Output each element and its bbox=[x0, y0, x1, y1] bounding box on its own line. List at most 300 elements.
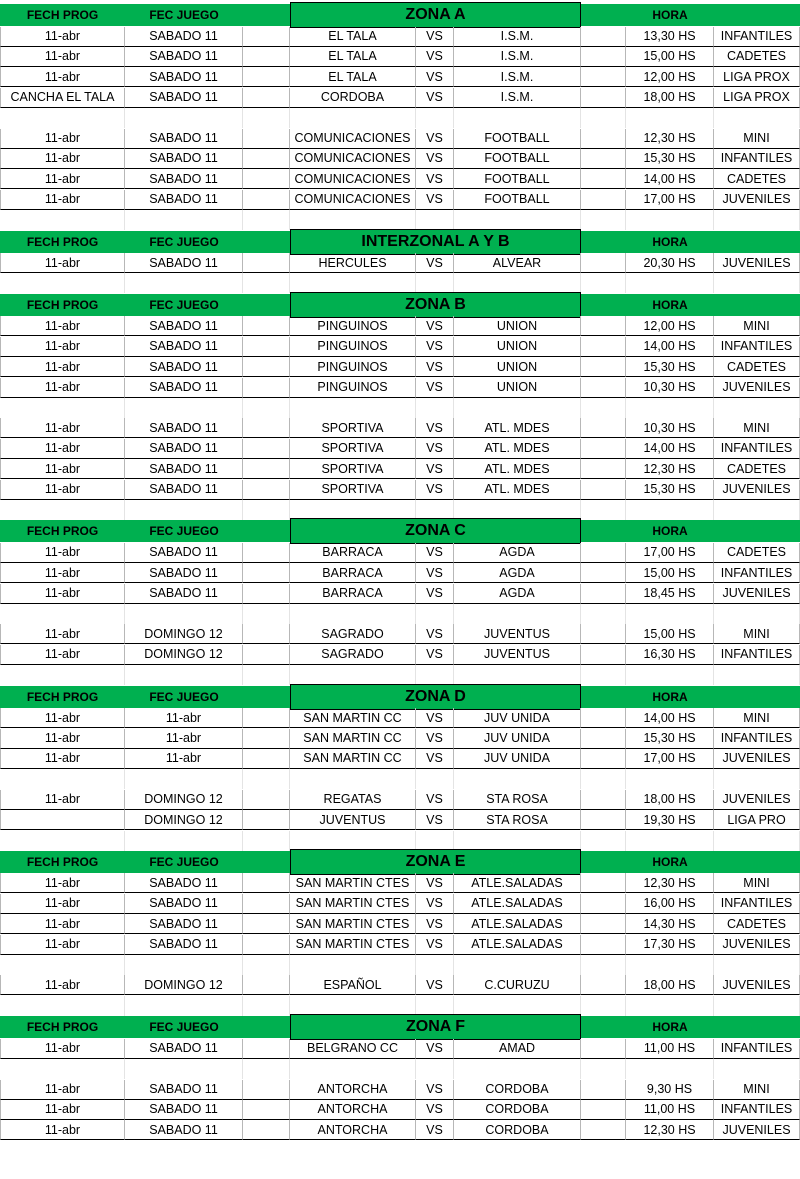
blank-cell bbox=[581, 975, 626, 995]
hora-cell: 19,30 HS bbox=[626, 810, 714, 830]
category-cell: JUVENILES bbox=[714, 480, 800, 500]
match-row bbox=[0, 47, 800, 67]
blank-cell bbox=[581, 645, 626, 665]
fech-prog-cell: 11-abr bbox=[0, 914, 125, 934]
blank-cell bbox=[581, 439, 626, 459]
header-fill bbox=[714, 4, 800, 26]
blank-cell bbox=[243, 584, 290, 604]
category-cell: JUVENILES bbox=[714, 935, 800, 955]
fech-prog-cell: 11-abr bbox=[0, 129, 125, 149]
away-team-cell: ATL. MDES bbox=[454, 459, 581, 479]
zone-title: ZONA F bbox=[290, 1014, 581, 1040]
match-row bbox=[0, 1080, 800, 1100]
home-team-cell: PINGUINOS bbox=[290, 357, 416, 377]
fech-prog-cell: 11-abr bbox=[0, 316, 125, 336]
fec-juego-cell: DOMINGO 12 bbox=[125, 810, 243, 830]
hora-cell: 18,00 HS bbox=[626, 975, 714, 995]
fec-juego-cell: SABADO 11 bbox=[125, 169, 243, 189]
blank-cell bbox=[581, 584, 626, 604]
category-cell: MINI bbox=[714, 316, 800, 336]
fech-prog-cell: 11-abr bbox=[0, 459, 125, 479]
header-fill bbox=[714, 1016, 800, 1038]
header-fill bbox=[243, 851, 290, 873]
hora-cell: 17,30 HS bbox=[626, 935, 714, 955]
blank-cell bbox=[581, 624, 626, 644]
category-cell: INFANTILES bbox=[714, 149, 800, 169]
blank-cell bbox=[243, 1039, 290, 1059]
blank-cell bbox=[243, 190, 290, 210]
fech-prog-cell: 11-abr bbox=[0, 1120, 125, 1140]
zone-title: ZONA A bbox=[290, 2, 581, 28]
zone-title: ZONA E bbox=[290, 849, 581, 875]
away-team-cell: JUVENTUS bbox=[454, 624, 581, 644]
fec-juego-header: FEC JUEGO bbox=[125, 4, 243, 26]
vs-cell: VS bbox=[416, 316, 454, 336]
home-team-cell: ESPAÑOL bbox=[290, 975, 416, 995]
home-team-cell: COMUNICACIONES bbox=[290, 190, 416, 210]
fec-juego-cell: 11-abr bbox=[125, 708, 243, 728]
fech-prog-header: FECH PROG bbox=[0, 686, 125, 708]
category-cell: JUVENILES bbox=[714, 749, 800, 769]
fech-prog-cell: 11-abr bbox=[0, 645, 125, 665]
away-team-cell: STA ROSA bbox=[454, 810, 581, 830]
fech-prog-cell: 11-abr bbox=[0, 563, 125, 583]
fech-prog-cell: 11-abr bbox=[0, 624, 125, 644]
blank-cell bbox=[581, 543, 626, 563]
section-header-row bbox=[0, 294, 800, 316]
fec-juego-cell: SABADO 11 bbox=[125, 357, 243, 377]
match-row bbox=[0, 253, 800, 273]
match-row bbox=[0, 873, 800, 893]
home-team-cell: BARRACA bbox=[290, 563, 416, 583]
match-row bbox=[0, 563, 800, 583]
away-team-cell: FOOTBALL bbox=[454, 169, 581, 189]
home-team-cell: COMUNICACIONES bbox=[290, 129, 416, 149]
fec-juego-header: FEC JUEGO bbox=[125, 520, 243, 542]
fech-prog-header: FECH PROG bbox=[0, 231, 125, 253]
blank-cell bbox=[581, 378, 626, 398]
fech-prog-cell: 11-abr bbox=[0, 357, 125, 377]
vs-cell: VS bbox=[416, 645, 454, 665]
fec-juego-cell: SABADO 11 bbox=[125, 190, 243, 210]
zone-title: INTERZONAL A Y B bbox=[290, 229, 581, 255]
blank-cell bbox=[243, 975, 290, 995]
match-row bbox=[0, 645, 800, 665]
fec-juego-cell: SABADO 11 bbox=[125, 418, 243, 438]
hora-cell: 17,00 HS bbox=[626, 749, 714, 769]
match-row bbox=[0, 749, 800, 769]
home-team-cell: BARRACA bbox=[290, 543, 416, 563]
match-row bbox=[0, 708, 800, 728]
fech-prog-header: FECH PROG bbox=[0, 1016, 125, 1038]
home-team-cell: EL TALA bbox=[290, 27, 416, 47]
blank-cell bbox=[581, 357, 626, 377]
fec-juego-header: FEC JUEGO bbox=[125, 851, 243, 873]
home-team-cell: SAN MARTIN CTES bbox=[290, 873, 416, 893]
vs-cell: VS bbox=[416, 169, 454, 189]
away-team-cell: I.S.M. bbox=[454, 27, 581, 47]
vs-cell: VS bbox=[416, 894, 454, 914]
match-row bbox=[0, 418, 800, 438]
hora-cell: 15,00 HS bbox=[626, 624, 714, 644]
vs-cell: VS bbox=[416, 914, 454, 934]
fech-prog-cell: CANCHA EL TALA bbox=[0, 88, 125, 108]
blank-cell bbox=[243, 378, 290, 398]
hora-header: HORA bbox=[626, 231, 714, 253]
fec-juego-cell: SABADO 11 bbox=[125, 563, 243, 583]
header-fill bbox=[243, 294, 290, 316]
away-team-cell: UNION bbox=[454, 357, 581, 377]
fech-prog-cell bbox=[0, 810, 125, 830]
category-cell: INFANTILES bbox=[714, 27, 800, 47]
fech-prog-cell: 11-abr bbox=[0, 47, 125, 67]
match-row bbox=[0, 1039, 800, 1059]
hora-cell: 15,30 HS bbox=[626, 480, 714, 500]
hora-cell: 18,45 HS bbox=[626, 584, 714, 604]
header-fill bbox=[581, 4, 626, 26]
blank-cell bbox=[243, 708, 290, 728]
fech-prog-cell: 11-abr bbox=[0, 935, 125, 955]
fec-juego-cell: DOMINGO 12 bbox=[125, 975, 243, 995]
home-team-cell: COMUNICACIONES bbox=[290, 149, 416, 169]
hora-cell: 15,30 HS bbox=[626, 729, 714, 749]
category-cell: CADETES bbox=[714, 169, 800, 189]
blank-cell bbox=[581, 914, 626, 934]
match-row bbox=[0, 129, 800, 149]
fech-prog-cell: 11-abr bbox=[0, 1080, 125, 1100]
category-cell: JUVENILES bbox=[714, 253, 800, 273]
fech-prog-cell: 11-abr bbox=[0, 190, 125, 210]
away-team-cell: STA ROSA bbox=[454, 790, 581, 810]
blank-cell bbox=[581, 47, 626, 67]
header-fill bbox=[581, 851, 626, 873]
fec-juego-cell: DOMINGO 12 bbox=[125, 790, 243, 810]
blank-cell bbox=[581, 129, 626, 149]
fec-juego-header: FEC JUEGO bbox=[125, 1016, 243, 1038]
header-fill bbox=[714, 231, 800, 253]
match-row bbox=[0, 894, 800, 914]
fech-prog-cell: 11-abr bbox=[0, 873, 125, 893]
home-team-cell: SAN MARTIN CTES bbox=[290, 914, 416, 934]
away-team-cell: I.S.M. bbox=[454, 67, 581, 87]
category-cell: MINI bbox=[714, 873, 800, 893]
home-team-cell: JUVENTUS bbox=[290, 810, 416, 830]
match-row bbox=[0, 1120, 800, 1140]
hora-cell: 14,30 HS bbox=[626, 914, 714, 934]
blank-cell bbox=[581, 149, 626, 169]
hora-cell: 16,30 HS bbox=[626, 645, 714, 665]
vs-cell: VS bbox=[416, 418, 454, 438]
home-team-cell: ANTORCHA bbox=[290, 1100, 416, 1120]
home-team-cell: SPORTIVA bbox=[290, 459, 416, 479]
match-row bbox=[0, 149, 800, 169]
fec-juego-cell: SABADO 11 bbox=[125, 129, 243, 149]
away-team-cell: AGDA bbox=[454, 584, 581, 604]
blank-cell bbox=[243, 873, 290, 893]
vs-cell: VS bbox=[416, 439, 454, 459]
vs-cell: VS bbox=[416, 624, 454, 644]
zone-title: ZONA C bbox=[290, 518, 581, 544]
hora-cell: 11,00 HS bbox=[626, 1039, 714, 1059]
home-team-cell: SAN MARTIN CTES bbox=[290, 935, 416, 955]
fech-prog-cell: 11-abr bbox=[0, 418, 125, 438]
vs-cell: VS bbox=[416, 47, 454, 67]
category-cell: LIGA PROX bbox=[714, 88, 800, 108]
blank-cell bbox=[581, 253, 626, 273]
header-fill bbox=[581, 686, 626, 708]
home-team-cell: ANTORCHA bbox=[290, 1120, 416, 1140]
fec-juego-header: FEC JUEGO bbox=[125, 231, 243, 253]
blank-cell bbox=[243, 914, 290, 934]
header-fill bbox=[243, 520, 290, 542]
section-header-row bbox=[0, 4, 800, 26]
hora-cell: 14,00 HS bbox=[626, 439, 714, 459]
match-row bbox=[0, 67, 800, 87]
fech-prog-cell: 11-abr bbox=[0, 975, 125, 995]
category-cell: JUVENILES bbox=[714, 378, 800, 398]
match-row bbox=[0, 790, 800, 810]
hora-cell: 10,30 HS bbox=[626, 378, 714, 398]
away-team-cell: ATL. MDES bbox=[454, 418, 581, 438]
away-team-cell: ATL. MDES bbox=[454, 480, 581, 500]
spacer-row bbox=[0, 398, 800, 418]
header-fill bbox=[581, 1016, 626, 1038]
vs-cell: VS bbox=[416, 873, 454, 893]
spacer-row bbox=[0, 996, 800, 1016]
away-team-cell: I.S.M. bbox=[454, 88, 581, 108]
fech-prog-cell: 11-abr bbox=[0, 253, 125, 273]
category-cell: LIGA PRO bbox=[714, 810, 800, 830]
blank-cell bbox=[581, 1039, 626, 1059]
away-team-cell: ALVEAR bbox=[454, 253, 581, 273]
blank-cell bbox=[243, 1120, 290, 1140]
vs-cell: VS bbox=[416, 543, 454, 563]
home-team-cell: PINGUINOS bbox=[290, 378, 416, 398]
fec-juego-cell: SABADO 11 bbox=[125, 439, 243, 459]
blank-cell bbox=[581, 169, 626, 189]
fec-juego-cell: SABADO 11 bbox=[125, 543, 243, 563]
category-cell: MINI bbox=[714, 129, 800, 149]
header-fill bbox=[243, 4, 290, 26]
fech-prog-cell: 11-abr bbox=[0, 1039, 125, 1059]
fec-juego-cell: SABADO 11 bbox=[125, 253, 243, 273]
home-team-cell: REGATAS bbox=[290, 790, 416, 810]
blank-cell bbox=[581, 88, 626, 108]
fec-juego-cell: SABADO 11 bbox=[125, 88, 243, 108]
away-team-cell: C.CURUZU bbox=[454, 975, 581, 995]
category-cell: INFANTILES bbox=[714, 894, 800, 914]
category-cell: MINI bbox=[714, 1080, 800, 1100]
header-fill bbox=[714, 851, 800, 873]
blank-cell bbox=[581, 708, 626, 728]
fec-juego-cell: SABADO 11 bbox=[125, 1100, 243, 1120]
match-row bbox=[0, 459, 800, 479]
fech-prog-cell: 11-abr bbox=[0, 790, 125, 810]
blank-cell bbox=[243, 253, 290, 273]
hora-cell: 15,00 HS bbox=[626, 563, 714, 583]
home-team-cell: COMUNICACIONES bbox=[290, 169, 416, 189]
category-cell: LIGA PROX bbox=[714, 67, 800, 87]
vs-cell: VS bbox=[416, 88, 454, 108]
hora-cell: 11,00 HS bbox=[626, 1100, 714, 1120]
category-cell: INFANTILES bbox=[714, 563, 800, 583]
fech-prog-cell: 11-abr bbox=[0, 149, 125, 169]
category-cell: CADETES bbox=[714, 47, 800, 67]
away-team-cell: FOOTBALL bbox=[454, 129, 581, 149]
fec-juego-cell: SABADO 11 bbox=[125, 459, 243, 479]
header-fill bbox=[243, 1016, 290, 1038]
hora-cell: 12,30 HS bbox=[626, 459, 714, 479]
header-fill bbox=[243, 231, 290, 253]
blank-cell bbox=[581, 27, 626, 47]
away-team-cell: FOOTBALL bbox=[454, 190, 581, 210]
vs-cell: VS bbox=[416, 1120, 454, 1140]
header-fill bbox=[581, 520, 626, 542]
away-team-cell: CORDOBA bbox=[454, 1080, 581, 1100]
away-team-cell: ATL. MDES bbox=[454, 439, 581, 459]
blank-cell bbox=[581, 749, 626, 769]
blank-cell bbox=[243, 149, 290, 169]
spacer-row bbox=[0, 108, 800, 128]
fec-juego-cell: SABADO 11 bbox=[125, 27, 243, 47]
spacer-row bbox=[0, 831, 800, 851]
hora-cell: 17,00 HS bbox=[626, 543, 714, 563]
category-cell: INFANTILES bbox=[714, 337, 800, 357]
fech-prog-cell: 11-abr bbox=[0, 749, 125, 769]
fech-prog-cell: 11-abr bbox=[0, 584, 125, 604]
hora-header: HORA bbox=[626, 851, 714, 873]
vs-cell: VS bbox=[416, 749, 454, 769]
match-row bbox=[0, 316, 800, 336]
fec-juego-cell: 11-abr bbox=[125, 729, 243, 749]
fec-juego-cell: SABADO 11 bbox=[125, 935, 243, 955]
header-fill bbox=[581, 294, 626, 316]
fec-juego-cell: SABADO 11 bbox=[125, 1080, 243, 1100]
vs-cell: VS bbox=[416, 67, 454, 87]
hora-header: HORA bbox=[626, 686, 714, 708]
match-row bbox=[0, 975, 800, 995]
category-cell: JUVENILES bbox=[714, 975, 800, 995]
blank-cell bbox=[581, 1100, 626, 1120]
fech-prog-cell: 11-abr bbox=[0, 894, 125, 914]
hora-cell: 12,00 HS bbox=[626, 67, 714, 87]
spacer-row bbox=[0, 1059, 800, 1079]
away-team-cell: ATLE.SALADAS bbox=[454, 935, 581, 955]
match-row bbox=[0, 88, 800, 108]
blank-cell bbox=[581, 337, 626, 357]
blank-cell bbox=[581, 894, 626, 914]
match-row bbox=[0, 543, 800, 563]
hora-cell: 9,30 HS bbox=[626, 1080, 714, 1100]
hora-cell: 17,00 HS bbox=[626, 190, 714, 210]
fech-prog-cell: 11-abr bbox=[0, 337, 125, 357]
blank-cell bbox=[581, 563, 626, 583]
vs-cell: VS bbox=[416, 935, 454, 955]
category-cell: INFANTILES bbox=[714, 1039, 800, 1059]
away-team-cell: UNION bbox=[454, 316, 581, 336]
blank-cell bbox=[243, 439, 290, 459]
fech-prog-cell: 11-abr bbox=[0, 27, 125, 47]
fech-prog-cell: 11-abr bbox=[0, 1100, 125, 1120]
fec-juego-cell: SABADO 11 bbox=[125, 316, 243, 336]
hora-cell: 16,00 HS bbox=[626, 894, 714, 914]
home-team-cell: SPORTIVA bbox=[290, 418, 416, 438]
blank-cell bbox=[581, 790, 626, 810]
fec-juego-cell: DOMINGO 12 bbox=[125, 624, 243, 644]
category-cell: JUVENILES bbox=[714, 790, 800, 810]
match-row bbox=[0, 357, 800, 377]
fec-juego-cell: SABADO 11 bbox=[125, 47, 243, 67]
home-team-cell: SAN MARTIN CC bbox=[290, 749, 416, 769]
match-row bbox=[0, 480, 800, 500]
home-team-cell: SAN MARTIN CC bbox=[290, 729, 416, 749]
fec-juego-cell: SABADO 11 bbox=[125, 1039, 243, 1059]
blank-cell bbox=[243, 129, 290, 149]
section-header-row bbox=[0, 520, 800, 542]
blank-cell bbox=[581, 1120, 626, 1140]
blank-cell bbox=[243, 729, 290, 749]
away-team-cell: ATLE.SALADAS bbox=[454, 914, 581, 934]
blank-cell bbox=[243, 624, 290, 644]
blank-cell bbox=[243, 810, 290, 830]
match-row bbox=[0, 935, 800, 955]
vs-cell: VS bbox=[416, 584, 454, 604]
fec-juego-cell: DOMINGO 12 bbox=[125, 645, 243, 665]
hora-cell: 15,00 HS bbox=[626, 47, 714, 67]
blank-cell bbox=[243, 316, 290, 336]
section-header-row bbox=[0, 231, 800, 253]
hora-cell: 13,30 HS bbox=[626, 27, 714, 47]
home-team-cell: SAGRADO bbox=[290, 624, 416, 644]
hora-cell: 12,30 HS bbox=[626, 129, 714, 149]
vs-cell: VS bbox=[416, 975, 454, 995]
match-row bbox=[0, 190, 800, 210]
category-cell: INFANTILES bbox=[714, 439, 800, 459]
blank-cell bbox=[243, 47, 290, 67]
hora-header: HORA bbox=[626, 1016, 714, 1038]
away-team-cell: FOOTBALL bbox=[454, 149, 581, 169]
vs-cell: VS bbox=[416, 337, 454, 357]
blank-cell bbox=[581, 1080, 626, 1100]
section-header-row bbox=[0, 686, 800, 708]
hora-cell: 15,30 HS bbox=[626, 357, 714, 377]
vs-cell: VS bbox=[416, 1080, 454, 1100]
blank-cell bbox=[243, 543, 290, 563]
fech-prog-cell: 11-abr bbox=[0, 543, 125, 563]
zone-title: ZONA D bbox=[290, 684, 581, 710]
away-team-cell: UNION bbox=[454, 378, 581, 398]
spacer-row bbox=[0, 604, 800, 624]
blank-cell bbox=[243, 67, 290, 87]
category-cell: INFANTILES bbox=[714, 729, 800, 749]
zone-title: ZONA B bbox=[290, 292, 581, 318]
vs-cell: VS bbox=[416, 27, 454, 47]
home-team-cell: SPORTIVA bbox=[290, 439, 416, 459]
category-cell: CADETES bbox=[714, 543, 800, 563]
vs-cell: VS bbox=[416, 253, 454, 273]
category-cell: CADETES bbox=[714, 459, 800, 479]
category-cell: MINI bbox=[714, 624, 800, 644]
vs-cell: VS bbox=[416, 1100, 454, 1120]
blank-cell bbox=[243, 27, 290, 47]
hora-header: HORA bbox=[626, 520, 714, 542]
blank-cell bbox=[581, 67, 626, 87]
hora-cell: 18,00 HS bbox=[626, 88, 714, 108]
blank-cell bbox=[243, 169, 290, 189]
home-team-cell: SAGRADO bbox=[290, 645, 416, 665]
category-cell: JUVENILES bbox=[714, 1120, 800, 1140]
blank-cell bbox=[243, 337, 290, 357]
